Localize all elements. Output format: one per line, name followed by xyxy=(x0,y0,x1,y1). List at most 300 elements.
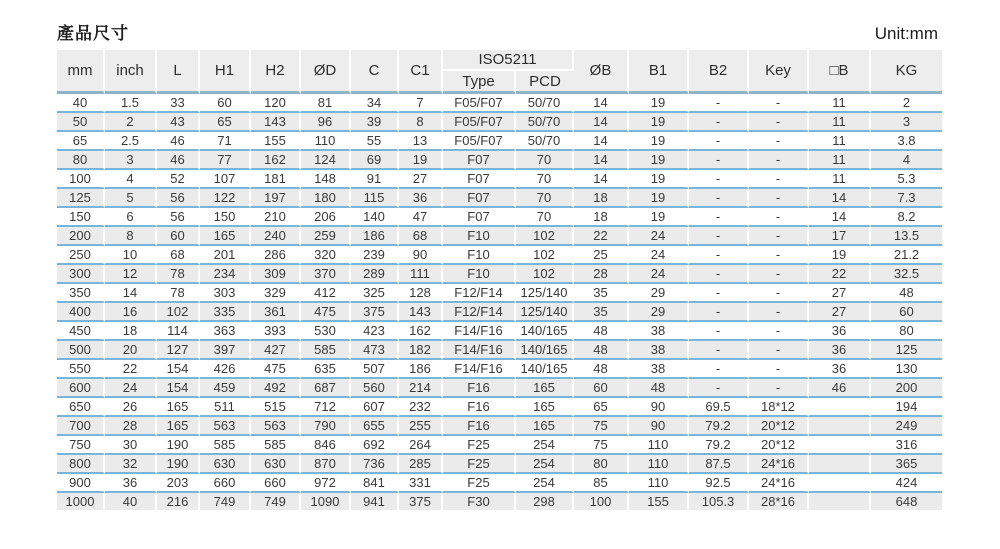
table-cell: 24 xyxy=(629,265,689,284)
table-cell: 24 xyxy=(629,246,689,265)
table-cell: 630 xyxy=(251,455,301,474)
table-cell: F16 xyxy=(443,417,516,436)
table-cell: 11 xyxy=(809,94,871,113)
table-cell: 255 xyxy=(399,417,443,436)
table-cell: - xyxy=(689,113,749,132)
table-cell: 35 xyxy=(574,303,629,322)
table-cell: 234 xyxy=(200,265,251,284)
table-cell: 36 xyxy=(105,474,157,493)
table-cell: 50/70 xyxy=(516,94,574,113)
table-cell: 165 xyxy=(200,227,251,246)
table-cell: 511 xyxy=(200,398,251,417)
table-cell: 140/165 xyxy=(516,322,574,341)
table-cell: 69 xyxy=(351,151,399,170)
table-cell: - xyxy=(689,227,749,246)
table-cell: 38 xyxy=(629,360,689,379)
table-cell: 254 xyxy=(516,455,574,474)
table-cell: 660 xyxy=(200,474,251,493)
table-cell: 22 xyxy=(105,360,157,379)
header-iso-type: Type xyxy=(443,71,516,94)
table-cell: - xyxy=(689,360,749,379)
table-cell: 70 xyxy=(516,170,574,189)
table-cell: 50 xyxy=(57,113,105,132)
table-cell: 79.2 xyxy=(689,436,749,455)
table-cell: 14 xyxy=(105,284,157,303)
table-cell: 100 xyxy=(57,170,105,189)
table-row xyxy=(57,94,942,113)
table-cell: 607 xyxy=(351,398,399,417)
table-cell: 365 xyxy=(871,455,942,474)
table-cell: 300 xyxy=(57,265,105,284)
table-cell: 190 xyxy=(157,436,200,455)
table-cell: 102 xyxy=(157,303,200,322)
table-cell: 65 xyxy=(574,398,629,417)
table-cell: - xyxy=(749,341,809,360)
table-cell: 27 xyxy=(399,170,443,189)
header-iso5211: ISO5211 xyxy=(443,50,574,71)
table-cell xyxy=(809,436,871,455)
table-row xyxy=(57,398,942,417)
table-cell: 70 xyxy=(516,208,574,227)
table-cell: 90 xyxy=(399,246,443,265)
table-cell: 40 xyxy=(105,493,157,510)
table-cell: - xyxy=(689,151,749,170)
table-cell: 36 xyxy=(399,189,443,208)
table-cell: 36 xyxy=(809,360,871,379)
header-h1: H1 xyxy=(200,50,251,94)
table-cell: - xyxy=(689,379,749,398)
table-cell: F05/F07 xyxy=(443,94,516,113)
table-cell: 18 xyxy=(574,208,629,227)
table-cell: 846 xyxy=(301,436,351,455)
table-cell: 68 xyxy=(399,227,443,246)
table-cell: 33 xyxy=(157,94,200,113)
table-cell: 29 xyxy=(629,284,689,303)
table-cell: 4 xyxy=(871,151,942,170)
table-cell: 400 xyxy=(57,303,105,322)
table-cell: 13 xyxy=(399,132,443,151)
table-cell: 60 xyxy=(157,227,200,246)
table-body xyxy=(57,94,942,510)
table-cell: 214 xyxy=(399,379,443,398)
table-cell: 75 xyxy=(574,417,629,436)
table-cell: 165 xyxy=(516,417,574,436)
table-cell: 91 xyxy=(351,170,399,189)
table-cell: 143 xyxy=(251,113,301,132)
table-cell: 122 xyxy=(200,189,251,208)
header-b1: B1 xyxy=(629,50,689,94)
table-cell: F10 xyxy=(443,265,516,284)
table-cell: 249 xyxy=(871,417,942,436)
table-cell: 14 xyxy=(574,113,629,132)
table-cell: 712 xyxy=(301,398,351,417)
header-key: Key xyxy=(749,50,809,94)
table-cell: 19 xyxy=(399,151,443,170)
table-row xyxy=(57,474,942,493)
table-cell: - xyxy=(749,189,809,208)
table-cell: 289 xyxy=(351,265,399,284)
table-cell: 90 xyxy=(629,398,689,417)
header-inch: inch xyxy=(105,50,157,94)
table-cell: 412 xyxy=(301,284,351,303)
table-cell xyxy=(809,398,871,417)
table-cell: 648 xyxy=(871,493,942,510)
table-cell: - xyxy=(749,227,809,246)
table-cell: 14 xyxy=(574,170,629,189)
table-cell: 1090 xyxy=(301,493,351,510)
table-cell: 21.2 xyxy=(871,246,942,265)
table-cell: 19 xyxy=(629,94,689,113)
table-cell: 655 xyxy=(351,417,399,436)
table-cell: 110 xyxy=(629,455,689,474)
table-cell: 60 xyxy=(200,94,251,113)
table-cell: 60 xyxy=(574,379,629,398)
table-cell: 38 xyxy=(629,322,689,341)
table-cell: 127 xyxy=(157,341,200,360)
table-cell: 309 xyxy=(251,265,301,284)
table-cell: 2.5 xyxy=(105,132,157,151)
table-cell: 563 xyxy=(200,417,251,436)
table-cell: 492 xyxy=(251,379,301,398)
table-cell: 40 xyxy=(57,94,105,113)
table-row xyxy=(57,170,942,189)
table-cell: F25 xyxy=(443,474,516,493)
table-cell: 110 xyxy=(301,132,351,151)
table-cell: 90 xyxy=(629,417,689,436)
table-cell: 3 xyxy=(871,113,942,132)
table-cell: 162 xyxy=(399,322,443,341)
table-cell: 19 xyxy=(629,151,689,170)
table-cell: 335 xyxy=(200,303,251,322)
table-cell: 18 xyxy=(574,189,629,208)
page-title: 產品尺寸 xyxy=(57,24,129,43)
table-cell: 155 xyxy=(251,132,301,151)
table-cell: F10 xyxy=(443,246,516,265)
header-square-b: □B xyxy=(809,50,871,94)
header-h2: H2 xyxy=(251,50,301,94)
table-cell: 13.5 xyxy=(871,227,942,246)
table-cell: 700 xyxy=(57,417,105,436)
table-cell: 77 xyxy=(200,151,251,170)
table-cell: F25 xyxy=(443,455,516,474)
table-cell: 165 xyxy=(157,398,200,417)
table-cell: 71 xyxy=(200,132,251,151)
table-cell: 125/140 xyxy=(516,303,574,322)
table-cell: 5.3 xyxy=(871,170,942,189)
table-cell: F12/F14 xyxy=(443,284,516,303)
table-cell: 11 xyxy=(809,132,871,151)
table-row xyxy=(57,341,942,360)
table-cell: 240 xyxy=(251,227,301,246)
table-cell: 154 xyxy=(157,360,200,379)
table-cell: 563 xyxy=(251,417,301,436)
table-cell: 20*12 xyxy=(749,436,809,455)
table-cell: 585 xyxy=(301,341,351,360)
table-cell: 11 xyxy=(809,170,871,189)
table-cell: 18*12 xyxy=(749,398,809,417)
table-row xyxy=(57,379,942,398)
table-cell: 22 xyxy=(809,265,871,284)
table-cell: 660 xyxy=(251,474,301,493)
table-cell: 190 xyxy=(157,455,200,474)
table-cell: 14 xyxy=(574,132,629,151)
table-cell: 239 xyxy=(351,246,399,265)
table-cell: 81 xyxy=(301,94,351,113)
table-cell: 36 xyxy=(809,322,871,341)
table-cell: 25 xyxy=(574,246,629,265)
table-cell: 361 xyxy=(251,303,301,322)
table-cell: 48 xyxy=(871,284,942,303)
table-cell: 3.8 xyxy=(871,132,942,151)
table-row xyxy=(57,265,942,284)
table-cell: 65 xyxy=(200,113,251,132)
table-cell: 1.5 xyxy=(105,94,157,113)
table-cell: 500 xyxy=(57,341,105,360)
table-cell: 96 xyxy=(301,113,351,132)
table-cell: 32 xyxy=(105,455,157,474)
table-cell: 34 xyxy=(351,94,399,113)
table-cell: 70 xyxy=(516,189,574,208)
table-cell: F05/F07 xyxy=(443,113,516,132)
table-cell: 14 xyxy=(574,151,629,170)
table-cell: 85 xyxy=(574,474,629,493)
table-cell: F16 xyxy=(443,398,516,417)
table-cell: 206 xyxy=(301,208,351,227)
table-cell: 102 xyxy=(516,246,574,265)
table-cell: 111 xyxy=(399,265,443,284)
table-cell: 125/140 xyxy=(516,284,574,303)
table-cell: 17 xyxy=(809,227,871,246)
table-cell: 475 xyxy=(301,303,351,322)
table-cell: 162 xyxy=(251,151,301,170)
table-cell: 393 xyxy=(251,322,301,341)
table-cell: 48 xyxy=(629,379,689,398)
table-cell: 8 xyxy=(105,227,157,246)
table-cell: 78 xyxy=(157,284,200,303)
table-cell: 154 xyxy=(157,379,200,398)
table-cell: F07 xyxy=(443,208,516,227)
table-cell: 423 xyxy=(351,322,399,341)
table-cell: F30 xyxy=(443,493,516,510)
table-row xyxy=(57,493,942,510)
table-cell: 650 xyxy=(57,398,105,417)
table-cell: 250 xyxy=(57,246,105,265)
table-cell: - xyxy=(689,94,749,113)
dimensions-table xyxy=(57,50,942,510)
table-cell: 585 xyxy=(251,436,301,455)
table-cell: - xyxy=(749,322,809,341)
table-cell: 18 xyxy=(105,322,157,341)
table-cell: 48 xyxy=(574,360,629,379)
table-cell: 264 xyxy=(399,436,443,455)
table-cell: - xyxy=(689,170,749,189)
table-cell: 79.2 xyxy=(689,417,749,436)
table-cell: 22 xyxy=(574,227,629,246)
table-cell: 303 xyxy=(200,284,251,303)
table-cell: 475 xyxy=(251,360,301,379)
table-cell: 427 xyxy=(251,341,301,360)
table-cell: 150 xyxy=(57,208,105,227)
table-cell: 150 xyxy=(200,208,251,227)
table-cell: - xyxy=(689,341,749,360)
table-row xyxy=(57,132,942,151)
table-cell: 65 xyxy=(57,132,105,151)
table-cell: 180 xyxy=(301,189,351,208)
table-cell: - xyxy=(749,208,809,227)
table-cell: 24*16 xyxy=(749,455,809,474)
table-cell: F10 xyxy=(443,227,516,246)
table-cell: 370 xyxy=(301,265,351,284)
table-cell: F05/F07 xyxy=(443,132,516,151)
table-cell: 298 xyxy=(516,493,574,510)
table-cell: 200 xyxy=(871,379,942,398)
table-cell: - xyxy=(749,246,809,265)
table-cell: 60 xyxy=(871,303,942,322)
table-cell: F25 xyxy=(443,436,516,455)
table-cell: 26 xyxy=(105,398,157,417)
table-cell: - xyxy=(749,379,809,398)
table-cell: 254 xyxy=(516,474,574,493)
table-row xyxy=(57,246,942,265)
header-od: ØD xyxy=(301,50,351,94)
table-cell: 39 xyxy=(351,113,399,132)
table-cell: 87.5 xyxy=(689,455,749,474)
table-cell: 14 xyxy=(809,189,871,208)
table-cell: 30 xyxy=(105,436,157,455)
table-cell: 102 xyxy=(516,227,574,246)
table-cell: 19 xyxy=(629,170,689,189)
table-cell: 110 xyxy=(629,474,689,493)
table-cell: - xyxy=(689,132,749,151)
table-cell: 325 xyxy=(351,284,399,303)
table-cell: 200 xyxy=(57,227,105,246)
table-cell: - xyxy=(689,246,749,265)
table-cell: 530 xyxy=(301,322,351,341)
table-cell: F16 xyxy=(443,379,516,398)
header-c1: C1 xyxy=(399,50,443,94)
table-cell: 100 xyxy=(574,493,629,510)
table-cell: - xyxy=(749,170,809,189)
table-cell: 800 xyxy=(57,455,105,474)
table-cell: 331 xyxy=(399,474,443,493)
table-cell: 148 xyxy=(301,170,351,189)
table-cell xyxy=(809,455,871,474)
table-cell: 203 xyxy=(157,474,200,493)
table-cell: 181 xyxy=(251,170,301,189)
table-cell: 749 xyxy=(251,493,301,510)
table-cell: 182 xyxy=(399,341,443,360)
table-cell: 560 xyxy=(351,379,399,398)
table-cell: 46 xyxy=(157,151,200,170)
table-cell: 941 xyxy=(351,493,399,510)
table-row xyxy=(57,436,942,455)
table-cell: 216 xyxy=(157,493,200,510)
table-row xyxy=(57,208,942,227)
table-cell: 186 xyxy=(399,360,443,379)
header-ob: ØB xyxy=(574,50,629,94)
table-cell: 46 xyxy=(809,379,871,398)
table-cell: 375 xyxy=(351,303,399,322)
table-cell: 14 xyxy=(809,208,871,227)
table-cell: 254 xyxy=(516,436,574,455)
table-row xyxy=(57,455,942,474)
table-cell: 28 xyxy=(105,417,157,436)
table-cell: 27 xyxy=(809,303,871,322)
table-cell: 3 xyxy=(105,151,157,170)
table-cell: - xyxy=(749,151,809,170)
table-cell: 259 xyxy=(301,227,351,246)
table-row xyxy=(57,303,942,322)
table-cell: 47 xyxy=(399,208,443,227)
table-cell: - xyxy=(689,189,749,208)
table-row xyxy=(57,417,942,436)
table-cell: 52 xyxy=(157,170,200,189)
table-cell: 316 xyxy=(871,436,942,455)
table-cell: 972 xyxy=(301,474,351,493)
table-cell: 194 xyxy=(871,398,942,417)
table-cell: 749 xyxy=(200,493,251,510)
table-cell: 20 xyxy=(105,341,157,360)
table-cell: - xyxy=(749,284,809,303)
table-cell: 7.3 xyxy=(871,189,942,208)
table-cell: 687 xyxy=(301,379,351,398)
table-cell: 692 xyxy=(351,436,399,455)
table-cell: - xyxy=(749,265,809,284)
table-cell: 36 xyxy=(809,341,871,360)
table-cell: 125 xyxy=(871,341,942,360)
table-cell: 78 xyxy=(157,265,200,284)
table-cell: 630 xyxy=(200,455,251,474)
table-cell: 736 xyxy=(351,455,399,474)
table-cell: 140/165 xyxy=(516,360,574,379)
table-cell: 11 xyxy=(809,113,871,132)
header-kg: KG xyxy=(871,50,942,94)
table-cell: F07 xyxy=(443,170,516,189)
table-cell: 68 xyxy=(157,246,200,265)
table-cell: 232 xyxy=(399,398,443,417)
table-cell: 450 xyxy=(57,322,105,341)
table-cell: 6 xyxy=(105,208,157,227)
table-cell xyxy=(809,493,871,510)
table-cell: 69.5 xyxy=(689,398,749,417)
table-cell: - xyxy=(689,284,749,303)
table-cell: 27 xyxy=(809,284,871,303)
table-cell: 19 xyxy=(809,246,871,265)
table-cell: 50/70 xyxy=(516,113,574,132)
table-cell: 507 xyxy=(351,360,399,379)
table-row xyxy=(57,113,942,132)
table-cell: 900 xyxy=(57,474,105,493)
table-cell: F07 xyxy=(443,151,516,170)
table-cell: 55 xyxy=(351,132,399,151)
table-cell: - xyxy=(749,94,809,113)
table-cell: 10 xyxy=(105,246,157,265)
table-cell: 12 xyxy=(105,265,157,284)
table-cell: 28 xyxy=(574,265,629,284)
table-cell: 790 xyxy=(301,417,351,436)
table-cell: - xyxy=(689,303,749,322)
table-cell: 363 xyxy=(200,322,251,341)
header-l: L xyxy=(157,50,200,94)
table-cell: 550 xyxy=(57,360,105,379)
table-cell: 165 xyxy=(516,398,574,417)
table-cell: 102 xyxy=(516,265,574,284)
table-cell: 105.3 xyxy=(689,493,749,510)
header-mm: mm xyxy=(57,50,105,94)
table-cell: 24 xyxy=(629,227,689,246)
table-cell: 80 xyxy=(871,322,942,341)
table-cell: 870 xyxy=(301,455,351,474)
